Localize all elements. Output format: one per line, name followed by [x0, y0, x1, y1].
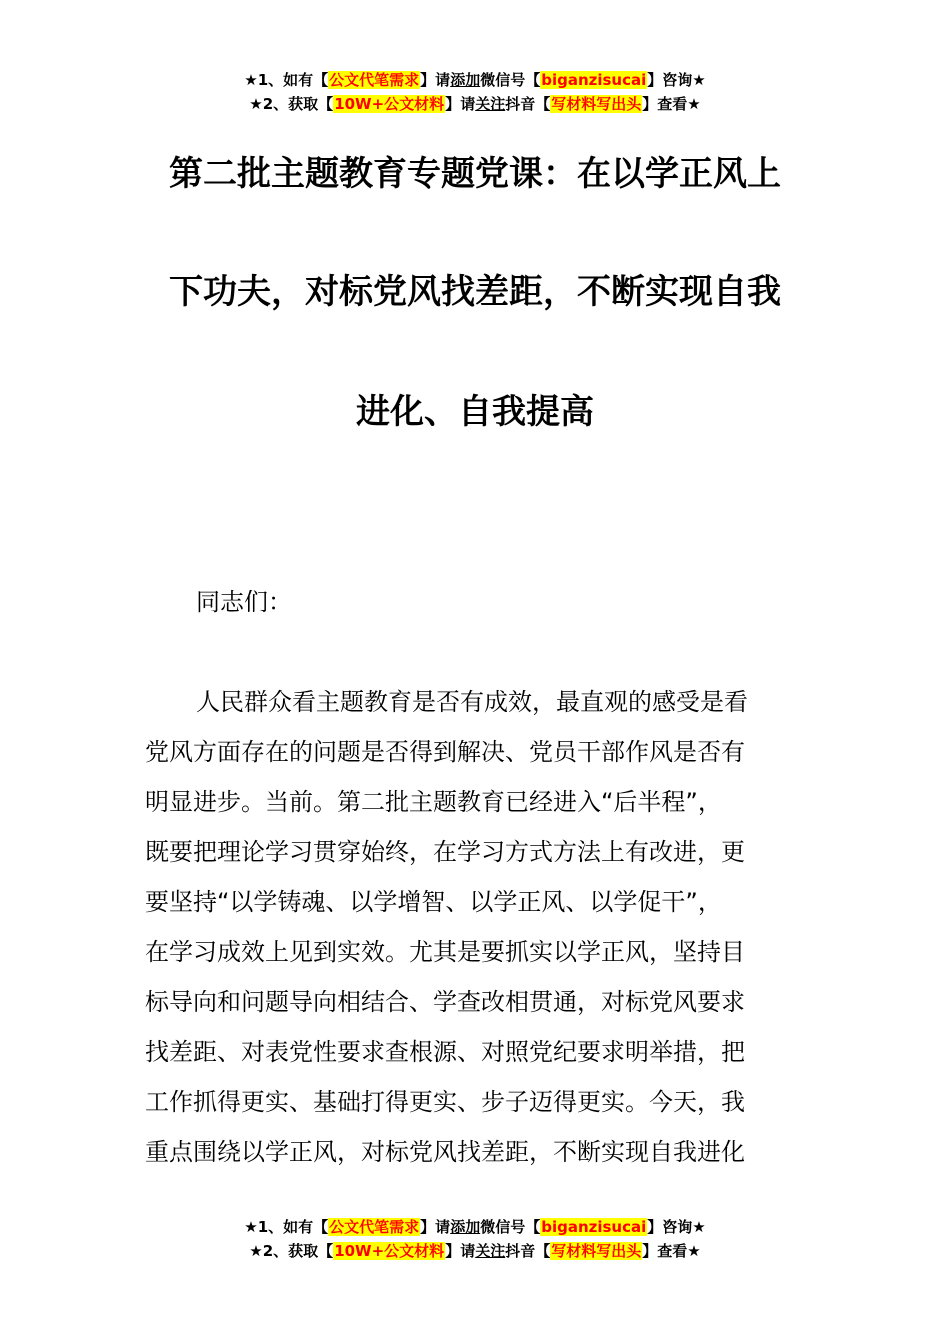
- body-line: 工作抓得更实、基础打得更实、步子迈得更实。今天，我: [145, 1088, 745, 1116]
- highlight-douyin-account: 写材料写出头: [551, 95, 642, 113]
- banner-text: 微信号【: [480, 1218, 541, 1236]
- document-title-line-1: 第二批主题教育专题党课：在以学正风上: [169, 154, 781, 194]
- banner-text: ★1、如有【: [244, 1218, 329, 1236]
- banner-text: ★1、如有【: [244, 71, 329, 89]
- highlight-wechat-id: biganzisucai: [541, 71, 647, 89]
- highlight-materials: 10W+公文材料: [334, 95, 445, 113]
- body-line: 既要把理论学习贯穿始终，在学习方式方法上有改进，更: [145, 838, 745, 866]
- highlight-wechat-id: biganzisucai: [541, 1218, 647, 1236]
- banner-text: 】查看★: [642, 1242, 701, 1260]
- underlined-text: 添加: [450, 1218, 481, 1236]
- banner-text: 】请: [445, 1242, 476, 1260]
- highlight-douyin-account: 写材料写出头: [551, 1242, 642, 1260]
- underlined-text: 添加: [450, 71, 481, 89]
- banner-text: 】咨询★: [647, 71, 706, 89]
- body-line: 找差距、对表党性要求查根源、对照党纪要求明举措，把: [145, 1038, 745, 1066]
- banner-text: 】请: [420, 71, 451, 89]
- banner-text: 】请: [420, 1218, 451, 1236]
- banner-text: 】查看★: [642, 95, 701, 113]
- top-banner: [0, 68, 950, 116]
- underlined-text: 关注: [475, 95, 506, 113]
- body-line: 重点围绕以学正风，对标党风找差距，不断实现自我进化: [145, 1138, 745, 1166]
- banner-text: ★2、获取【: [249, 1242, 334, 1260]
- banner-line-1: [0, 1215, 950, 1239]
- banner-text: ★2、获取【: [249, 95, 334, 113]
- body-line: 要坚持“以学铸魂、以学增智、以学正风、以学促干”，: [145, 888, 722, 916]
- banner-line-2: [0, 1239, 950, 1263]
- highlight-service: 公文代笔需求: [329, 1218, 420, 1236]
- banner-text: 】咨询★: [647, 1218, 706, 1236]
- banner-line-2: [0, 92, 950, 116]
- banner-text: 抖音【: [505, 95, 551, 113]
- body-line: 明显进步。当前。第二批主题教育已经进入“后半程”，: [145, 788, 722, 816]
- highlight-materials: 10W+公文材料: [334, 1242, 445, 1260]
- body-line: 在学习成效上见到实效。尤其是要抓实以学正风，坚持目: [145, 938, 745, 966]
- banner-text: 抖音【: [505, 1242, 551, 1260]
- document-title-line-3: 进化、自我提高: [356, 392, 594, 432]
- banner-text: 微信号【: [480, 71, 541, 89]
- document-title-line-2: 下功夫，对标党风找差距，不断实现自我: [169, 272, 781, 312]
- body-line: 人民群众看主题教育是否有成效，最直观的感受是看: [196, 688, 748, 716]
- highlight-service: 公文代笔需求: [329, 71, 420, 89]
- underlined-text: 关注: [475, 1242, 506, 1260]
- bottom-banner: [0, 1215, 950, 1263]
- banner-line-1: [0, 68, 950, 92]
- body-line: 标导向和问题导向相结合、学查改相贯通，对标党风要求: [145, 988, 745, 1016]
- salutation: 同志们：: [196, 588, 292, 616]
- banner-text: 】请: [445, 95, 476, 113]
- body-line: 党风方面存在的问题是否得到解决、党员干部作风是否有: [145, 738, 745, 766]
